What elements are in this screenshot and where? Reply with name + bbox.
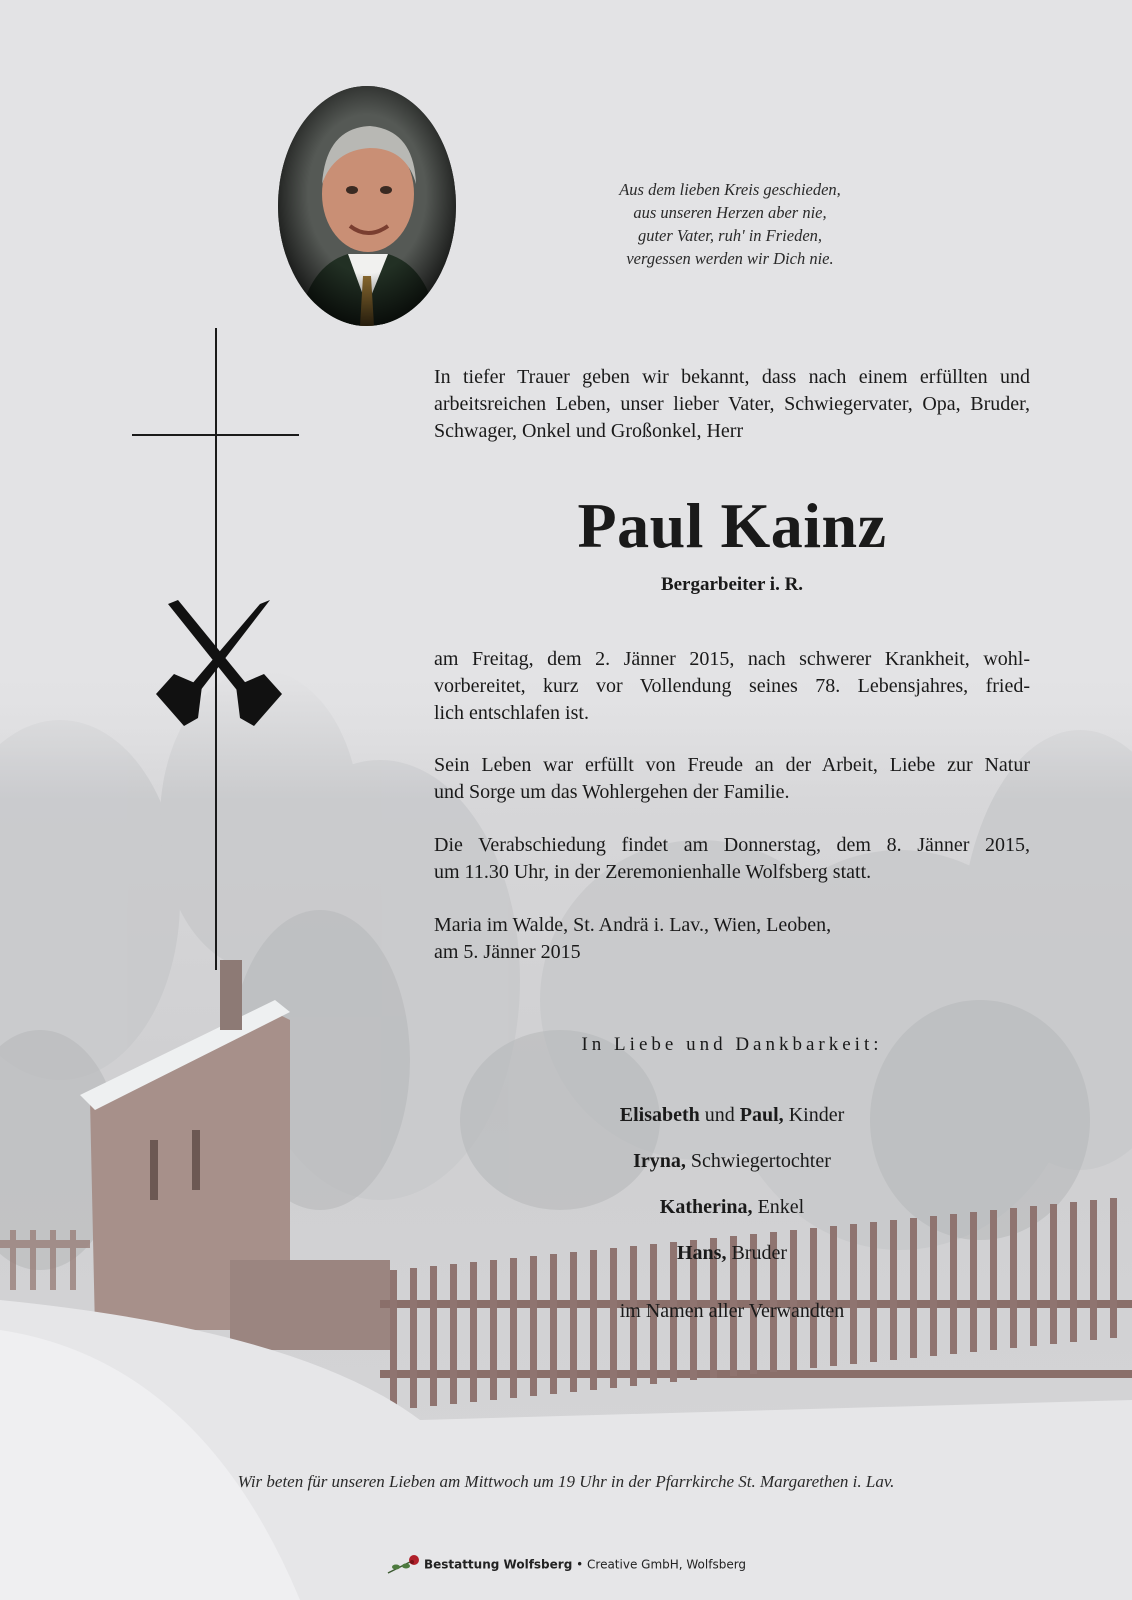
family-name: Paul, <box>739 1104 784 1126</box>
verse-line: guter Vater, ruh' in Frieden, <box>637 226 823 245</box>
paragraph-line: und Sorge um das Wohlergehen der Familie. <box>434 781 790 803</box>
family-entry <box>434 1146 1030 1192</box>
family-entry <box>434 1100 1030 1146</box>
memorial-verse <box>540 178 920 270</box>
verse-line: Aus dem lieben Kreis geschieden, <box>619 180 841 199</box>
place-date-paragraph <box>434 912 1030 966</box>
prayer-notice: Wir beten für unseren Lieben am Mittwoch um 19 Uhr in der Pfarrkirche St. Margarethen i. Lav. <box>237 1472 895 1491</box>
family-relation: Enkel <box>752 1196 805 1218</box>
paragraph-line: Sein Leben war erfüllt von Freude an der Arbeit, Liebe zur Natur <box>434 754 1030 776</box>
relatives-line: im Namen aller Verwandten <box>619 1300 845 1322</box>
life-paragraph <box>434 752 1030 806</box>
paragraph-line: um 11.30 Uhr, in der Zeremonienhalle Wolfsberg statt. <box>434 861 872 883</box>
family-relation: Kinder <box>783 1104 845 1126</box>
footer-brand: Bestattung Wolfsberg <box>423 1557 573 1572</box>
paragraph-line: Maria im Walde, St. Andrä i. Lav., Wien, Leoben, <box>434 914 832 936</box>
paragraph-line: am Freitag, dem 2. Jänner 2015, nach schwerer Krankheit, wohl- <box>434 648 1030 670</box>
family-name: Elisabeth <box>619 1104 700 1126</box>
death-paragraph <box>434 646 1030 727</box>
paragraph-line: am 5. Jänner 2015 <box>434 941 581 963</box>
paragraph-line: lich entschlafen ist. <box>434 702 589 724</box>
rose-icon <box>386 1553 420 1577</box>
deceased-occupation: Bergarbeiter i. R. <box>660 574 804 595</box>
cross-horizontal-beam <box>132 434 299 436</box>
deceased-name: Paul Kainz <box>577 490 887 561</box>
crossed-hammers-icon <box>154 600 284 730</box>
mourners-heading: In Liebe und Dankbarkeit: <box>581 1034 883 1055</box>
family-name: Iryna, <box>633 1150 686 1172</box>
family-entry <box>434 1238 1030 1284</box>
verse-line: vergessen werden wir Dich nie. <box>626 249 834 268</box>
farewell-paragraph <box>434 832 1030 886</box>
footer-separator: • <box>572 1557 588 1572</box>
paragraph-line: Die Verabschiedung findet am Donnerstag, dem 8. Jänner 2015, <box>434 834 1030 856</box>
footer-credit <box>0 1553 1132 1577</box>
portrait-icon <box>278 86 456 326</box>
family-name: Katherina, <box>659 1196 753 1218</box>
paragraph-line: vorbereitet, kurz vor Vollendung seines 78. Lebensjahres, fried- <box>434 675 1030 697</box>
family-relation: Bruder <box>726 1242 787 1264</box>
verse-line: aus unseren Herzen aber nie, <box>633 203 827 222</box>
family-name: Hans, <box>676 1242 727 1264</box>
family-relation: Schwiegertochter <box>685 1150 831 1172</box>
portrait-photo <box>278 86 456 326</box>
footer-company: Creative GmbH, Wolfsberg <box>587 1557 747 1572</box>
family-entry <box>434 1192 1030 1238</box>
family-list <box>434 1100 1030 1284</box>
announcement-intro: In tiefer Trauer geben wir bekannt, dass nach einem erfüllten und arbeitsreichen Leben, unser lieber Vater, Schwiegervater, Opa, Bruder, Schwager, Onkel und Großonkel, Herr <box>434 366 1030 442</box>
family-connector: und <box>699 1104 740 1126</box>
